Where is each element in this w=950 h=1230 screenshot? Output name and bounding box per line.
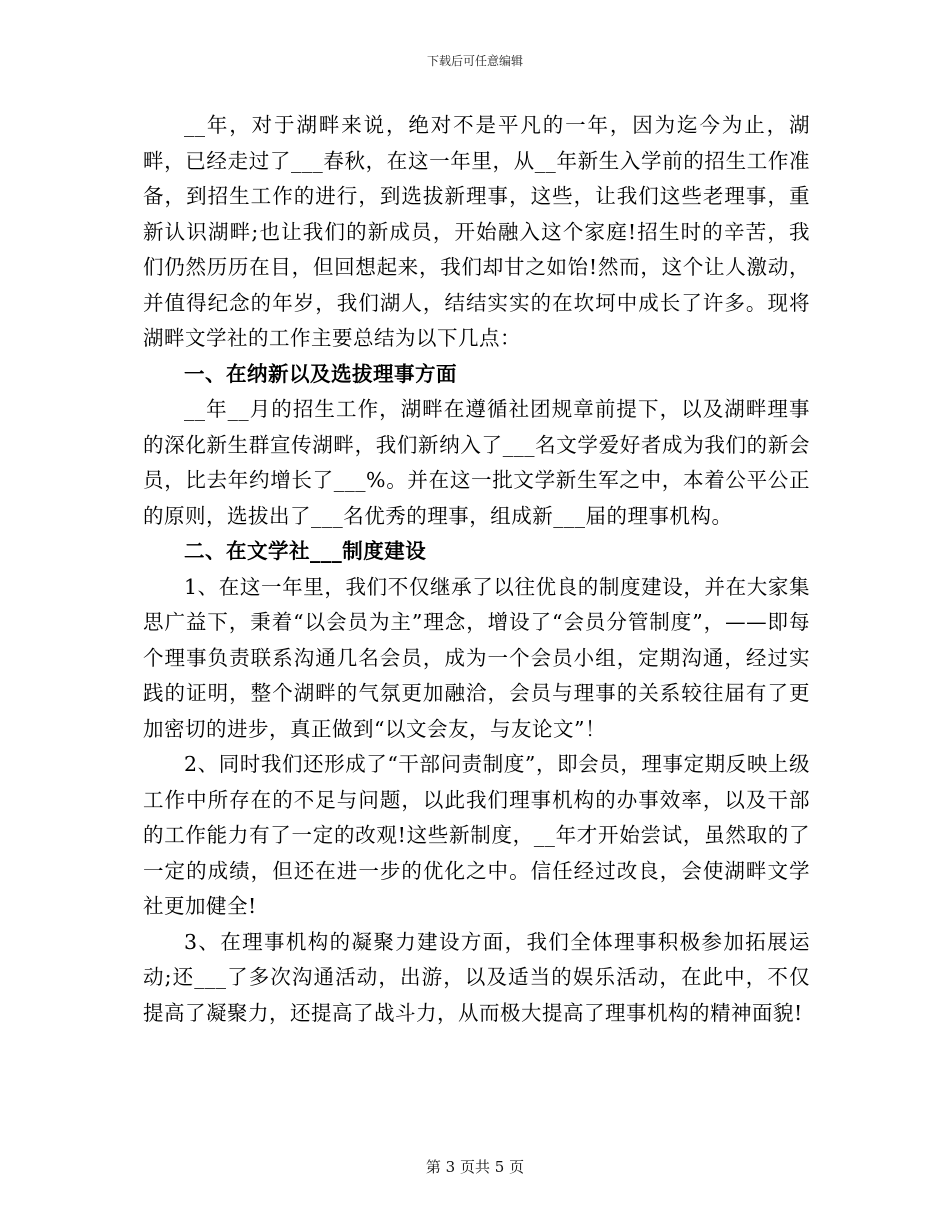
section-heading-1: 一、在纳新以及选拔理事方面 bbox=[184, 361, 457, 386]
intro-paragraph: __年，对于湖畔来说，绝对不是平凡的一年，因为迄今为止，湖畔，已经走过了___春秋，在这一年里，从__年新生入学前的招生工作准备，到招生工作的进行，到选拔新理事，这些，让我们这些老理事，重新认识湖畔;也让我们的新成员，开始融入这个家庭!招生时的辛苦，我们仍然历历在目，但回想起来，我们却甘之如饴!然而，这个让人激动，并值得纪念的年岁，我们湖人，结结实实的在坎坷中成长了许多。现将湖畔文学社的工作主要总结为以下几点： bbox=[143, 113, 810, 350]
page-number: 第 3 页共 5 页 bbox=[425, 1158, 525, 1176]
section-heading-2: 二、在文学社___制度建设 bbox=[184, 539, 427, 563]
point-1-paragraph: 1、在这一年里，我们不仅继承了以往优良的制度建设，并在大家集思广益下，秉着“以会员为主”理念，增设了“会员分管制度”，——即每个理事负责联系沟通几名会员，成为一个会员小组，定期沟通，经过实践的证明，整个湖畔的气氛更加融洽，会员与理事的关系较往届有了更加密切的进步，真正做到“以文会友，与友论文”！ bbox=[143, 574, 810, 741]
point-3-paragraph: 3、在理事机构的凝聚力建设方面，我们全体理事积极参加拓展运动;还___了多次沟通活动，出游，以及适当的娱乐活动，在此中，不仅提高了凝聚力，还提高了战斗力，从而极大提高了理事机构的精神面貌! bbox=[143, 929, 810, 1025]
document-body bbox=[143, 108, 810, 1031]
section-1-paragraph: __年__月的招生工作，湖畔在遵循社团规章前提下，以及湖畔理事的深化新生群宣传湖畔，我们新纳入了___名文学爱好者成为我们的新会员，比去年约增长了___%。并在这一批文学新生军之中，本着公平公正的原则，选拔出了___名优秀的理事，组成新___届的理事机构。 bbox=[143, 397, 810, 528]
point-2-paragraph: 2、同时我们还形成了“干部问责制度”，即会员，理事定期反映上级工作中所存在的不足与问题，以此我们理事机构的办事效率，以及干部的工作能力有了一定的改观!这些新制度，__年才开始尝试，虽然取的了一定的成绩，但还在进一步的优化之中。信任经过改良，会使湖畔文学社更加健全! bbox=[143, 752, 810, 918]
page-header: 下载后可任意编辑 bbox=[426, 54, 523, 68]
